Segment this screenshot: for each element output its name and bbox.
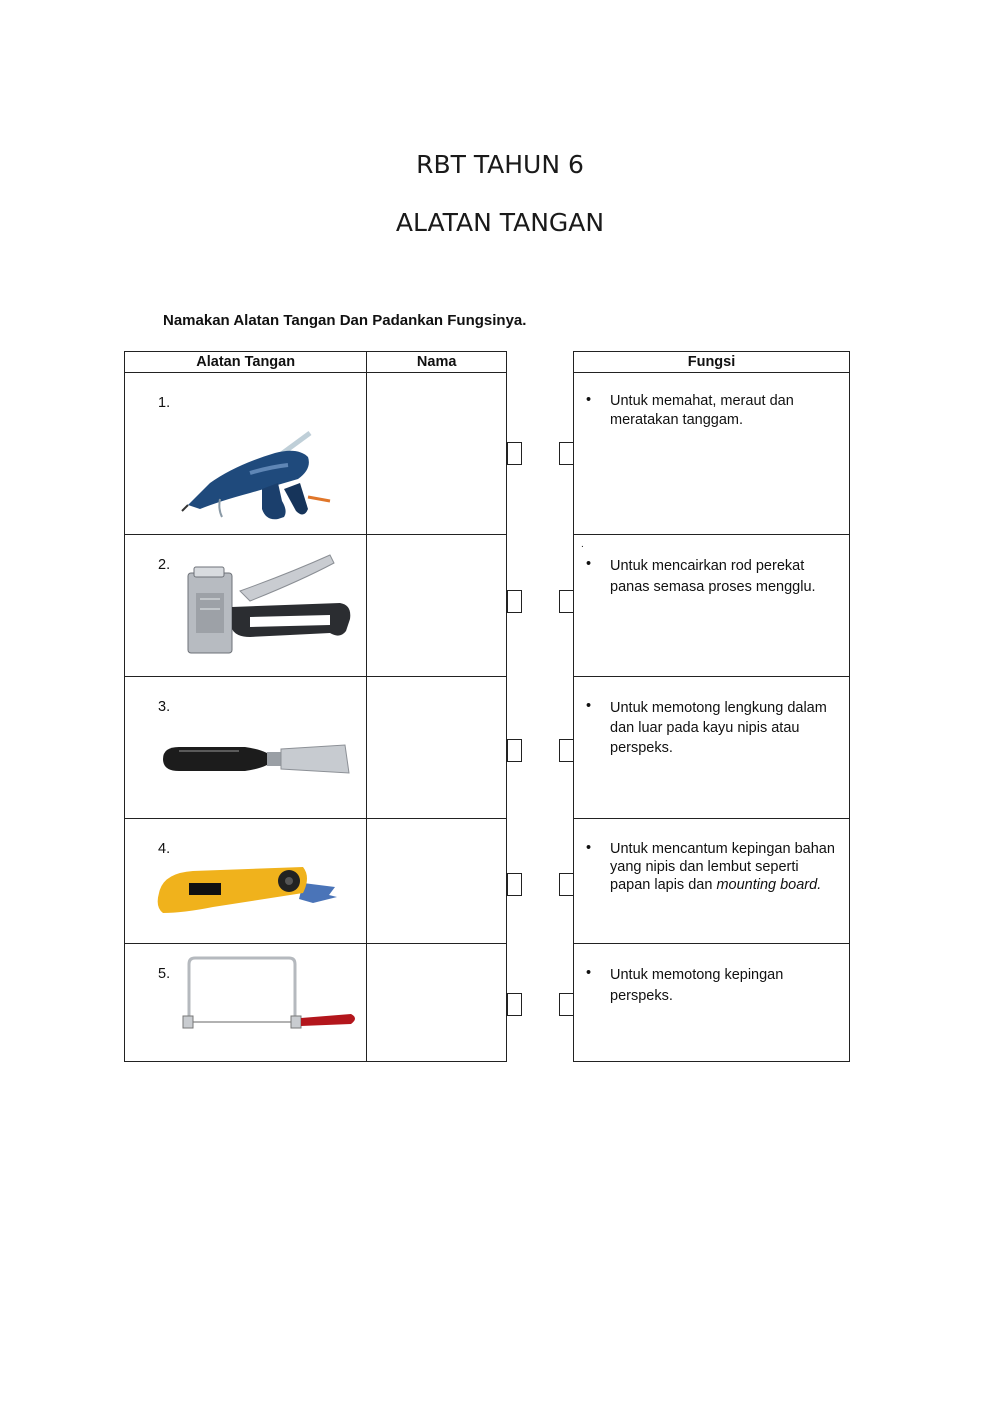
acrylic-cutter-image <box>153 863 343 919</box>
instruction-text: Namakan Alatan Tangan Dan Padankan Fungsinya. <box>163 312 527 329</box>
function-text-main: Untuk mencantum kepingan bahan yang nipis dan lembut seperti papan lapis dan <box>610 841 835 893</box>
column-header-fungsi: Fungsi <box>574 352 850 373</box>
tool-cell <box>125 944 367 1062</box>
function-cell <box>574 373 850 535</box>
chisel-image <box>159 739 351 779</box>
table-row <box>125 677 507 819</box>
row-number: 3. <box>158 699 171 715</box>
stray-mark: . <box>581 539 584 550</box>
coping-saw-image <box>181 956 361 1034</box>
function-text-italic: mounting board. <box>716 877 822 893</box>
page-title: RBT TAHUN 6 <box>416 150 584 179</box>
tool-cell <box>125 373 367 535</box>
bullet-point: • <box>586 698 592 714</box>
match-box-left-2[interactable] <box>507 590 522 613</box>
functions-table <box>573 351 850 1062</box>
match-box-right-2[interactable] <box>559 590 574 613</box>
function-text: Untuk mencairkan rod perekat panas semasa proses mengglu. <box>610 558 816 595</box>
table-header-row <box>125 352 507 373</box>
table-row <box>574 819 850 944</box>
nama-answer-cell[interactable] <box>367 819 507 944</box>
function-cell <box>574 819 850 944</box>
table-row <box>574 535 850 677</box>
staple-gun-image <box>180 547 360 659</box>
bullet-point: • <box>586 840 592 856</box>
match-box-right-1[interactable] <box>559 442 574 465</box>
row-number: 4. <box>158 841 171 857</box>
page-subtitle: ALATAN TANGAN <box>395 208 605 237</box>
match-box-left-1[interactable] <box>507 442 522 465</box>
function-cell <box>574 944 850 1062</box>
table-header-row <box>574 352 850 373</box>
table-row <box>125 535 507 677</box>
table-row <box>574 677 850 819</box>
table-row <box>125 819 507 944</box>
bullet-point: • <box>586 965 592 981</box>
table-row <box>574 944 850 1062</box>
row-number: 5. <box>158 966 171 982</box>
row-number: 1. <box>158 395 171 411</box>
tool-cell <box>125 535 367 677</box>
table-row <box>574 373 850 535</box>
function-text: Untuk memotong lengkung dalam dan luar pada kayu nipis atau perspeks. <box>610 700 827 756</box>
glue-gun-image <box>180 413 340 523</box>
nama-answer-cell[interactable] <box>367 944 507 1062</box>
function-cell <box>574 535 850 677</box>
match-box-right-5[interactable] <box>559 993 574 1016</box>
nama-answer-cell[interactable] <box>367 677 507 819</box>
tools-table <box>124 351 507 1062</box>
match-box-right-3[interactable] <box>559 739 574 762</box>
match-box-right-4[interactable] <box>559 873 574 896</box>
column-header-nama: Nama <box>367 352 507 373</box>
row-number: 2. <box>158 557 171 573</box>
bullet-point: • <box>586 556 592 572</box>
match-box-left-5[interactable] <box>507 993 522 1016</box>
function-text: Untuk memahat, meraut dan meratakan tanggam. <box>610 393 794 428</box>
match-box-left-4[interactable] <box>507 873 522 896</box>
match-box-left-3[interactable] <box>507 739 522 762</box>
tool-cell <box>125 819 367 944</box>
tool-cell <box>125 677 367 819</box>
nama-answer-cell[interactable] <box>367 535 507 677</box>
column-header-alatan-tangan: Alatan Tangan <box>125 352 367 373</box>
nama-answer-cell[interactable] <box>367 373 507 535</box>
bullet-point: • <box>586 392 592 408</box>
function-text: Untuk memotong kepingan perspeks. <box>610 967 784 1004</box>
table-row <box>125 944 507 1062</box>
function-cell <box>574 677 850 819</box>
table-row <box>125 373 507 535</box>
function-text <box>610 840 841 894</box>
